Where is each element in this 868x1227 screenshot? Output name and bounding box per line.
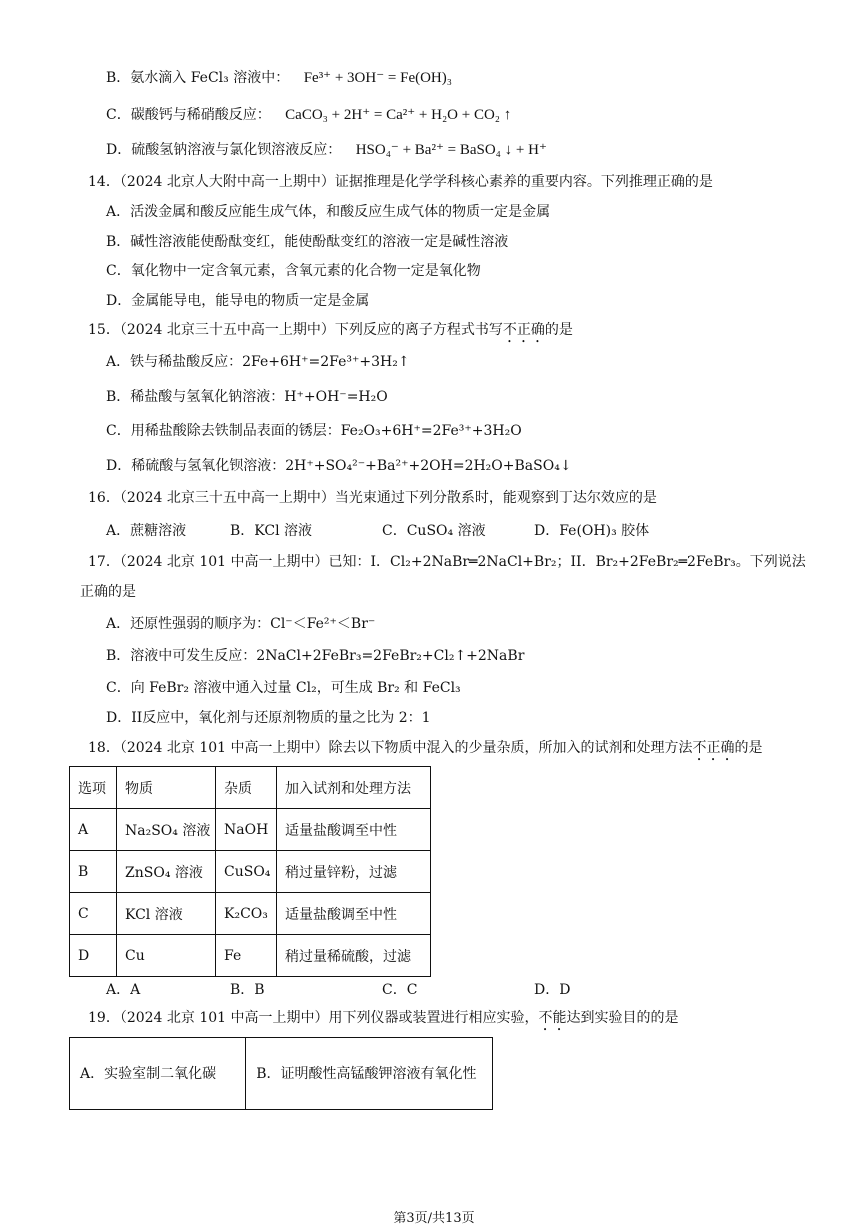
table-row [70,809,431,851]
table-cell: 适量盐酸调至中性 [277,893,431,935]
q18-stem [88,738,763,764]
header-cell: 物质 [117,767,216,809]
table-row [70,851,431,893]
q15-stem [88,320,573,346]
q19-stem-text: 19．（2024 北京 101 中高一上期中）用下列仪器或装置进行相应实验， [88,1010,539,1026]
q15-stem-text: 15．（2024 北京三十五中高一上期中）下列反应的离子方程式书写 [88,322,503,338]
q15-option-a: A．铁与稀盐酸反应：2Fe+6H⁺=2Fe³⁺+3H₂↑ [106,354,410,370]
q15-option-b: B．稀盐酸与氢氧化钠溶液：H⁺+OH⁻=H₂O [106,389,388,405]
q17-option-b: B．溶液中可发生反应：2NaCl+2FeBr₃=2FeBr₂+Cl₂↑+2NaBr [106,648,525,664]
table-cell: D [70,935,117,977]
q16-option-b: B．KCl 溶液 [230,523,313,539]
q14-stem: 14．（2024 北京人大附中高一上期中）证据推理是化学学科核心素养的重要内容。下列推理正确的是 [88,174,713,190]
q16-option-a: A．蔗糖溶液 [106,523,187,539]
q18-option-d: D．D [534,982,571,998]
q15-stem-end: 的是 [544,322,573,338]
q13-option-b-equation: Fe³⁺ + 3OH⁻ = Fe(OH)₃ [303,70,452,86]
q13-option-d-label: D．硫酸氢钠溶液与氯化钡溶液反应： [106,142,342,158]
table-row [70,935,431,977]
q13-option-c-equation: CaCO₃ + 2H⁺ = Ca²⁺ + H₂O + CO₂ ↑ [285,107,512,123]
q19-stem [88,1008,679,1034]
q15-stem-emphasis: 不正确 [502,322,545,338]
table-cell: C [70,893,117,935]
q14-option-b: B．碱性溶液能使酚酞变红，能使酚酞变红的溶液一定是碱性溶液 [106,234,509,250]
table-cell: 适量盐酸调至中性 [277,809,431,851]
q19-option-b: B．证明酸性高锰酸钾溶液有氧化性 [246,1038,493,1110]
q19-option-a: A．实验室制二氧化碳 [70,1038,246,1110]
q19-table [69,1037,493,1110]
q17-option-a: A．还原性强弱的顺序为：Cl⁻＜Fe²⁺＜Br⁻ [106,616,376,632]
q17-option-c: C．向 FeBr₂ 溶液中通入过量 Cl₂，可生成 Br₂ 和 FeCl₃ [106,680,461,696]
table-cell: ZnSO₄ 溶液 [117,851,216,893]
table-cell: Na₂SO₄ 溶液 [117,809,216,851]
q18-option-b: B．B [230,982,265,998]
table-cell: 稍过量稀硫酸，过滤 [277,935,431,977]
table-cell: B [70,851,117,893]
q16-option-d: D．Fe(OH)₃ 胶体 [534,523,650,539]
table-cell: Fe [216,935,277,977]
q18-option-c: C．C [382,982,418,998]
table-row [70,893,431,935]
q13-option-b-label: B．氨水滴入 FeCl₃ 溶液中： [106,70,290,86]
header-cell: 杂质 [216,767,277,809]
table-header-row [70,767,431,809]
q17-stem-line2: 正确的是 [80,584,136,600]
header-cell: 加入试剂和处理方法 [277,767,431,809]
q13-option-c-label: C．碳酸钙与稀硝酸反应： [106,107,271,123]
q18-stem-text: 18．（2024 北京 101 中高一上期中）除去以下物质中混入的少量杂质，所加入的试剂和处理方法 [88,740,693,756]
q18-table [69,766,431,977]
q15-option-d: D．稀硫酸与氢氧化钡溶液：2H⁺+SO₄²⁻+Ba²⁺+2OH=2H₂O+BaSO₄↓ [106,458,572,474]
table-cell: Cu [117,935,216,977]
q18-option-a: A．A [106,982,141,998]
q17-option-d: D．II反应中，氧化剂与还原剂物质的量之比为 2：1 [106,710,431,726]
q13-option-c [106,105,511,125]
q16-stem: 16．（2024 北京三十五中高一上期中）当光束通过下列分散系时，能观察到丁达尔效应的是 [88,490,657,506]
q18-stem-emphasis: 不正确 [692,740,735,756]
q16-option-c: C．CuSO₄ 溶液 [382,523,486,539]
table-cell: K₂CO₃ [216,893,277,935]
table-cell: KCl 溶液 [117,893,216,935]
table-cell: 稍过量锌粉，过滤 [277,851,431,893]
page-footer: 第3页/共13页 [393,1211,475,1226]
q13-option-b [106,68,452,88]
header-cell: 选项 [70,767,117,809]
table-cell: NaOH [216,809,277,851]
table-cell: A [70,809,117,851]
q14-option-a: A．活泼金属和酸反应能生成气体，和酸反应生成气体的物质一定是金属 [106,204,551,220]
q19-stem-end: 达到实验目的的是 [566,1010,679,1026]
q19-stem-emphasis: 不能 [538,1010,567,1026]
table-row [70,1038,493,1110]
q13-option-d [106,140,547,160]
q14-option-c: C．氧化物中一定含氧元素，含氧元素的化合物一定是氧化物 [106,263,481,279]
q15-option-c: C．用稀盐酸除去铁制品表面的锈层：Fe₂O₃+6H⁺=2Fe³⁺+3H₂O [106,423,522,439]
q17-stem-line1: 17．（2024 北京 101 中高一上期中）已知：I．Cl₂+2NaBr═2NaCl+Br₂；II．Br₂+2FeBr₂═2FeBr₃。下列说法 [88,554,806,570]
q18-stem-end: 的是 [734,740,763,756]
q14-option-d: D．金属能导电，能导电的物质一定是金属 [106,293,370,309]
q13-option-d-equation: HSO₄⁻ + Ba²⁺ = BaSO₄ ↓ + H⁺ [355,142,547,158]
table-cell: CuSO₄ [216,851,277,893]
